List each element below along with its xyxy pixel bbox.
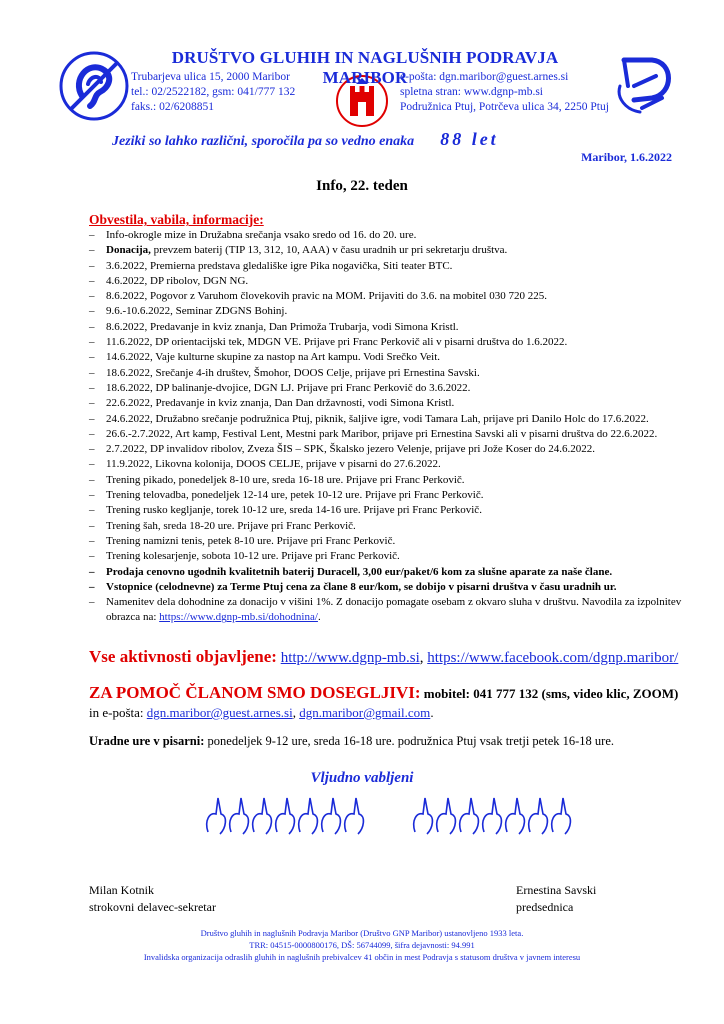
org-name: DRUŠTVO GLUHIH IN NAGLUŠNIH PODRAVJA MARIBOR (171, 48, 559, 87)
header-fax: faks.: 02/6208851 (131, 101, 215, 113)
list-item (89, 503, 689, 518)
item-text: Trening šah, sreda 18-20 ure. Prijave pri Franc Perkovič. (106, 519, 356, 532)
list-item (89, 534, 689, 549)
item-text: Trening namizni tenis, petek 8-10 ure. Prijave pri Franc Perkovič. (106, 534, 396, 547)
email-link-1[interactable]: dgn.maribor@guest.arnes.si (146, 705, 293, 720)
help-email-prefix: in e-pošta: (89, 705, 147, 720)
item-text: 18.6.2022, Srečanje 4-ih društev, Šmohor, DOOS Celje, prijave pri Ernestina Savski. (106, 366, 480, 379)
item-text: 9.6.-10.6.2022, Seminar ZDGNS Bohinj. (106, 305, 288, 318)
footer-line: TRR: 04515-0000800176, DŠ: 56744099, šifra dejavnosti: 94.991 (249, 940, 475, 950)
invitation: Vljudno vabljeni (310, 770, 414, 786)
hand-sign-icon (506, 798, 525, 834)
announcements-list (89, 228, 689, 626)
activities-label: Vse aktivnosti objavljene: (89, 647, 277, 666)
hand-sign-icon (299, 798, 318, 834)
hand-sign-icon (276, 798, 295, 834)
page-title: Info, 22. teden (316, 178, 408, 194)
signature-left (89, 882, 216, 916)
office-hours-label: Uradne ure v pisarni: (89, 734, 205, 748)
list-item (89, 442, 689, 457)
secretary-name: Milan Kotnik (89, 883, 154, 897)
hand-sign-icon (552, 798, 571, 834)
item-text: Prodaja cenovno ugodnih kvalitetnih baterij Duracell, 3,00 eur/paket/6 kom za slušne aparate za naše člane. (106, 565, 613, 578)
list-item-donation (89, 595, 689, 626)
item-text: 22.6.2022, Predavanje in kviz znanja, Dan Dan državnosti, vodi Simona Kristl. (106, 397, 455, 410)
hand-sign-logo (612, 50, 682, 120)
office-hours-text: ponedeljek 9-12 ure, sreda 16-18 ure. podružnica Ptuj vsak tretji petek 16-18 ure. (204, 734, 615, 748)
ear-logo (58, 50, 130, 122)
item-bold-prefix: Donacija, (106, 244, 151, 257)
president-role: predsednica (516, 900, 574, 914)
item-text: 2.7.2022, DP invalidov ribolov, Zveza ŠIS – SPK, Škalsko jezero Velenje, prijave pri Jože Koser do 24.6.2022. (106, 443, 596, 456)
item-text: 4.6.2022, DP ribolov, DGN NG. (106, 274, 249, 287)
footer-line: Invalidska organizacija odraslih gluhih in naglušnih prebivalcev 41 občin in mest Podravja s statusom društva v javnem interesu (143, 952, 581, 962)
hand-sign-icon (460, 798, 479, 834)
list-item (89, 335, 689, 350)
section-heading: Obvestila, vabila, informacije: (89, 212, 264, 227)
slogan (112, 129, 499, 150)
header-address: Trubarjeva ulica 15, 2000 Maribor (131, 71, 290, 83)
item-text: 8.6.2022, Pogovor z Varuhom človekovih pravic na MOM. Prijaviti do 3.6. na mobitel 030 720 225. (106, 290, 547, 303)
hand-sign-icon (322, 798, 341, 834)
hand-sign-icon (345, 798, 364, 834)
email-link-2[interactable]: dgn.maribor@gmail.com (299, 705, 431, 720)
hand-sign-icon (253, 798, 272, 834)
list-item (89, 259, 689, 274)
header-contact-right (400, 70, 609, 115)
item-text: 14.6.2022, Vaje kulturne skupine za nastop na Art kampu. Vodi Srečko Veit. (106, 351, 441, 364)
list-item (89, 320, 689, 335)
list-item (89, 381, 689, 396)
item-text: 11.6.2022, DP orientacijski tek, MDGN VE. Prijave pri Franc Perkovič ali v pisarni društva do 1.6.2022. (106, 336, 568, 349)
list-item (89, 396, 689, 411)
item-text: prevzem baterij (TIP 13, 312, 10, AAA) v času uradnih ur pri sekretarju društva. (150, 244, 508, 257)
item-text: Trening rusko kegljanje, torek 10-12 ure, sreda 14-16 ure. Prijave pri Franc Perkovič. (106, 504, 482, 517)
document-date: Maribor, 1.6.2022 (581, 150, 672, 164)
list-item (89, 473, 689, 488)
hand-sign-icon (414, 798, 433, 834)
item-text: Trening telovadba, ponedeljek 12-14 ure, petek 10-12 ure. Prijave pri Franc Perkovič. (106, 489, 484, 502)
list-item (89, 412, 689, 427)
item-text: Info-okrogle mize in Družabna srečanja vsako sredo od 16. do 20. ure. (106, 229, 417, 241)
anniversary-years: 88 let (440, 129, 499, 149)
facebook-link[interactable]: https://www.facebook.com/dgnp.maribor/ (427, 650, 679, 666)
help-contacts (89, 683, 689, 722)
list-item (89, 289, 689, 304)
list-item (89, 274, 689, 289)
list-item (89, 580, 689, 595)
header-email: e-pošta: dgn.maribor@guest.arnes.si (400, 71, 569, 83)
signature-right (516, 882, 596, 916)
hand-sign-icon (207, 798, 226, 834)
list-item (89, 565, 689, 580)
list-item (89, 427, 689, 442)
help-end: . (430, 705, 434, 720)
activities-line (89, 647, 678, 667)
website-link[interactable]: http://www.dgnp-mb.si (280, 650, 420, 666)
footer-line: Društvo gluhih in naglušnih Podravja Maribor (Društvo GNP Maribor) ustanovljeno 1933 leta. (200, 928, 524, 938)
list-item (89, 304, 689, 319)
list-item (89, 457, 689, 472)
header-branch: Podružnica Ptuj, Potrčeva ulica 34, 2250 Ptuj (400, 101, 609, 113)
office-hours (89, 734, 614, 749)
header-phone: tel.: 02/2522182, gsm: 041/777 132 (131, 86, 296, 98)
sign-language-hands-illustration (200, 790, 575, 836)
header-website: spletna stran: www.dgnp-mb.si (400, 86, 543, 98)
donation-text: Namenitev dela dohodnine za donacijo v višini 1%. Z donacijo pomagate osebam z okvaro sluha v društvu. Navodila za izpolnitev obrazca na: (106, 596, 682, 624)
list-item (89, 350, 689, 365)
help-phone: mobitel: 041 777 132 (sms, video klic, ZOOM) (420, 686, 679, 701)
donation-end: . (317, 611, 321, 624)
header-address-left (131, 70, 295, 115)
donation-link[interactable]: https://www.dgnp-mb.si/dohodnina/ (159, 611, 318, 624)
president-name: Ernestina Savski (516, 883, 597, 897)
activities-separator: , (419, 650, 428, 666)
list-item (89, 549, 689, 564)
hand-sign-icon (483, 798, 502, 834)
help-email-separator: , (292, 705, 300, 720)
item-text: 3.6.2022, Premierna predstava gledališke igre Pika nogavička, Siti teater BTC. (106, 259, 453, 272)
item-text: Vstopnice (celodnevne) za Terme Ptuj cena za člane 8 eur/kom, se dobijo v pisarni društva v času uradnih ur. (106, 580, 617, 593)
help-label: ZA POMOČ ČLANOM SMO DOSEGLJIVI: (89, 683, 421, 702)
item-text: 18.6.2022, DP balinanje-dvojice, DGN LJ. Prijave pri Franc Perkovič do 3.6.2022. (106, 381, 471, 394)
footer (0, 927, 724, 963)
item-text: Trening kolesarjenje, sobota 10-12 ure. Prijave pri Franc Perkovič. (106, 550, 400, 563)
hand-sign-icon (230, 798, 249, 834)
list-item (89, 366, 689, 381)
item-text: 26.6.-2.7.2022, Art kamp, Festival Lent, Mestni park Maribor, prijave pri Ernestina Savski ali v pisarni društva do 22.6.2022. (106, 427, 658, 440)
hand-sign-icon (437, 798, 456, 834)
item-text: 8.6.2022, Predavanje in kviz znanja, Dan Primoža Trubarja, vodi Simona Kristl. (106, 320, 459, 333)
slogan-text: Jeziki so lahko različni, sporočila pa so vedno enaka (112, 134, 415, 149)
list-item (89, 519, 689, 534)
item-text: Trening pikado, ponedeljek 8-10 ure, sreda 16-18 ure. Prijave pri Franc Perkovič. (106, 473, 465, 486)
hand-sign-icon (529, 798, 548, 834)
list-item (89, 228, 689, 243)
item-text: 24.6.2022, Družabno srečanje podružnica Ptuj, piknik, šaljive igre, vodi Tamara Lah, prijave pri Danilo Holc do 17.6.2022. (106, 412, 649, 425)
list-item (89, 488, 689, 503)
secretary-role: strokovni delavec-sekretar (89, 900, 216, 914)
item-text: 11.9.2022, Likovna kolonija, DOOS CELJE, prijave v pisarni do 27.6.2022. (106, 458, 441, 471)
list-item (89, 243, 689, 258)
